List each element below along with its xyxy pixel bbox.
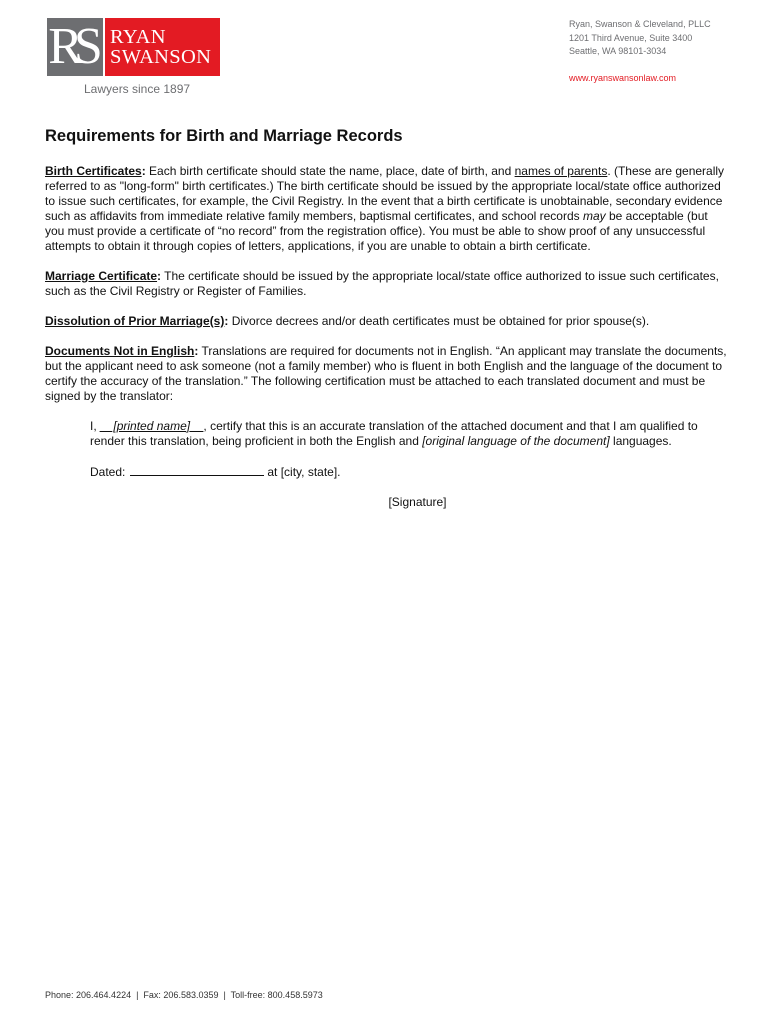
marriage-certificate-section	[45, 269, 730, 299]
logo-name-line2: SWANSON	[110, 46, 212, 68]
dissolution-section	[45, 314, 730, 329]
certification-statement	[45, 419, 730, 449]
dated-line	[45, 464, 730, 480]
printed-name-field: __[printed name]__	[100, 419, 204, 433]
section-text: Divorce decrees and/or death certificates must be obtained for prior spouse(s).	[228, 314, 650, 328]
dated-label: Dated:	[90, 465, 126, 479]
section-label	[45, 269, 161, 283]
section-text: The certificate should be issued by the appropriate local/state office authorized to issue such certificates, such as the Civil Registry or Register of Families.	[45, 269, 719, 298]
firm-logo	[47, 18, 220, 76]
firm-website-link[interactable]: www.ryanswansonlaw.com	[569, 72, 677, 83]
certification-prefix: I,	[90, 419, 101, 433]
section-label-colon: :	[157, 269, 162, 283]
section-label-text: Birth Certificates	[45, 164, 142, 178]
certification-suffix: languages.	[609, 434, 672, 448]
section-label	[45, 314, 228, 328]
firm-address	[569, 18, 711, 85]
address-line-city: Seattle, WA 98101-3034	[569, 46, 667, 56]
footer-contact: Phone: 206.464.4224 | Fax: 206.583.0359 | Toll-free: 800.458.5973	[45, 990, 323, 1000]
translation-section	[45, 344, 730, 404]
emphasis-text: may	[582, 209, 606, 223]
firm-tagline: Lawyers since 1897	[84, 82, 191, 96]
birth-certificates-section	[45, 164, 730, 254]
date-blank-line	[130, 464, 264, 476]
section-text: Translations are required for documents not in English. “An applicant may translate the documents, but the applicant need to ask someone (not a family member) who is fluent in both English and the language of the document to certify the accuracy of the translation.” The following certification must be attached to each translated document and must be signed by the translator:	[45, 344, 727, 403]
dated-location: at [city, state].	[267, 465, 341, 479]
logo-name	[105, 18, 220, 76]
section-label	[45, 344, 198, 358]
logo-name-line1: RYAN	[110, 26, 166, 48]
section-text: Each birth certificate should state the name, place, date of birth, and	[145, 164, 515, 178]
section-label-colon: :	[194, 344, 199, 358]
language-field: [original language of the document]	[422, 434, 610, 448]
document-body	[45, 164, 730, 525]
section-label	[45, 164, 146, 178]
document-title: Requirements for Birth and Marriage Records	[45, 127, 403, 145]
logo-monogram: RS	[47, 18, 103, 76]
address-line-firm: Ryan, Swanson & Cleveland, PLLC	[569, 19, 711, 29]
section-label-text: Marriage Certificate	[45, 269, 158, 283]
names-of-parents-text: names of parents	[514, 164, 608, 178]
section-label-colon: :	[141, 164, 146, 178]
section-text: be acceptable (but you must provide a certificate of “no record” from the registration office). You must be able to show proof of any unsuccessful attempts to obtain it through copies of letters, applications, if you are unable to obtain a birth certificate.	[45, 209, 708, 253]
certification-middle: , certify that this is an accurate translation of the attached document and that I am qualified to render this translation, being proficient in both the English and	[90, 419, 698, 448]
signature-placeholder: [Signature]	[388, 495, 447, 509]
section-text: . (These are generally referred to as "long-form" birth certificates.) The birth certificate should be issued by the appropriate local/state office authorized to issue such certificates, for example, the Civil Registry. In the event that a birth certificate is unobtainable, secondary evidence such as affidavits from immediate relative family members, baptismal certificates, and school records	[45, 164, 725, 223]
section-label-colon: :	[224, 314, 229, 328]
section-label-text: Documents Not in English	[45, 344, 195, 358]
address-line-street: 1201 Third Avenue, Suite 3400	[569, 32, 693, 43]
section-label-text: Dissolution of Prior Marriage(s)	[45, 314, 225, 328]
